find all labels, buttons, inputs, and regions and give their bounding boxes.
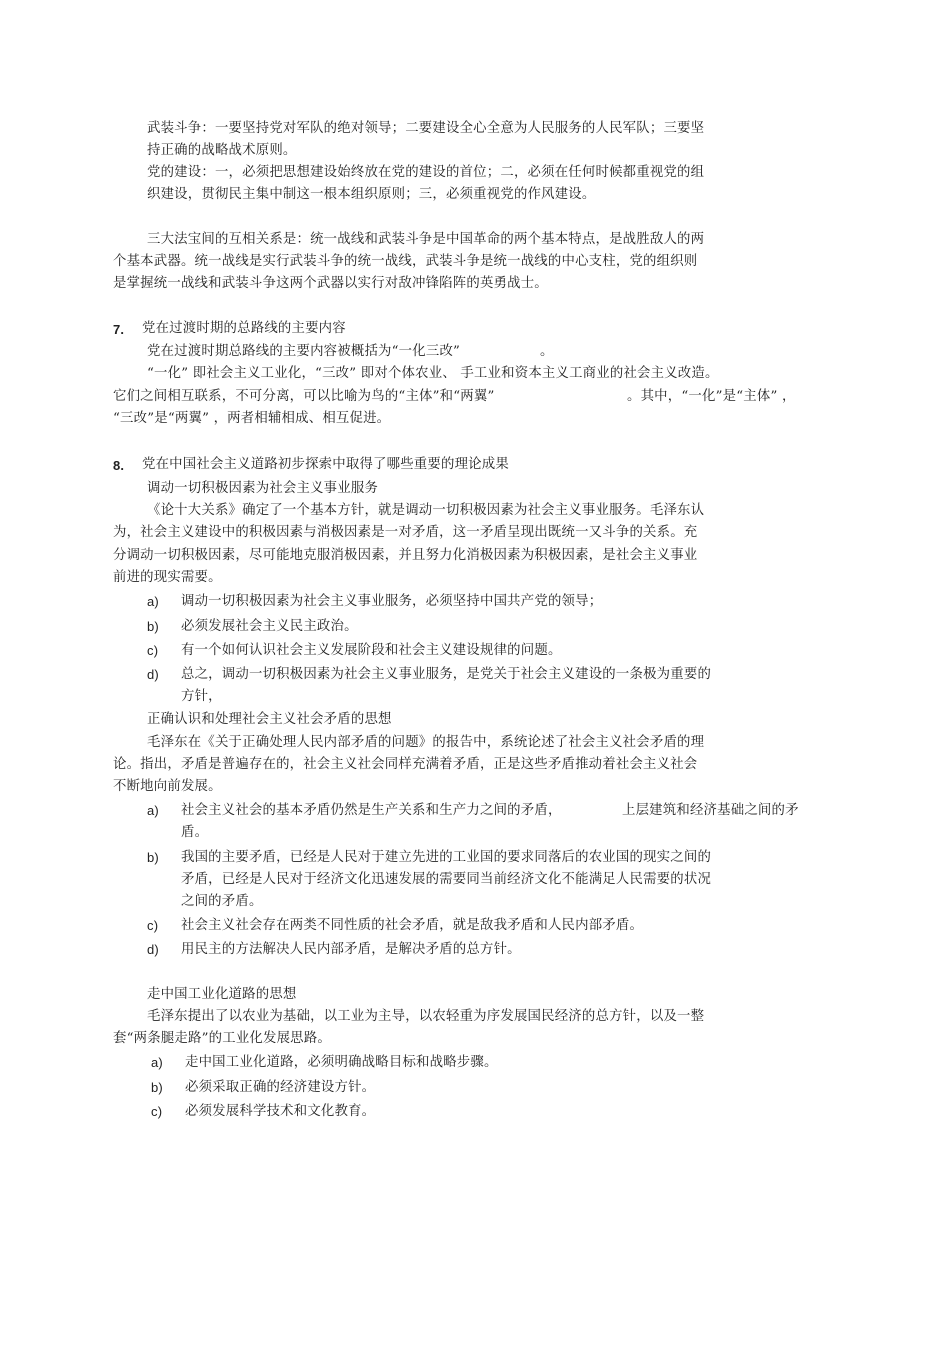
list-3-item-b: 必须采取正确的经济建设方针。 (185, 1080, 376, 1095)
paragraph-three-weapons-line-2: 个基本武器。统一战线是实行武装斗争的统一战线，武装斗争是统一战线的中心支柱，党的组织则 (113, 254, 698, 269)
list-3-item-c: 必须发展科学技术和文化教育。 (185, 1104, 376, 1119)
list-1-item-a: 调动一切积极因素为社会主义事业服务，必须坚持中国共产党的领导； (181, 594, 603, 609)
section-7-line-2: “一化” 即社会主义工业化，“三改” 即对个体农业、 手工业和资本主义工商业的社会主义改造。 (147, 366, 719, 381)
list-2-item-a-label: a) (147, 803, 159, 818)
list-2-item-d: 用民主的方法解决人民内部矛盾，是解决矛盾的总方针。 (181, 942, 521, 957)
section-7-line-3b: 。其中，“一化”是“主体” ， (627, 389, 796, 404)
paragraph-three-weapons-line-3: 是掌握统一战线和武装斗争这两个武器以实行对敌冲锋陷阵的英勇战士。 (113, 276, 548, 291)
list-3-item-c-label: c) (151, 1104, 163, 1119)
paragraph-party-building-line-1: 党的建设：一，必须把思想建设始终放在党的建设的首位；二，必须在任何时候都重视党的组 (147, 165, 705, 180)
list-2-item-b-line-3: 之间的矛盾。 (181, 894, 263, 909)
list-1-item-a-label: a) (147, 594, 159, 609)
section-7-line-1-period: 。 (540, 344, 554, 359)
section-8-p2-line-1: 毛泽东在《关于正确处理人民内部矛盾的问题》的报告中，系统论述了社会主义社会矛盾的理 (147, 735, 705, 750)
section-7-line-1: 党在过渡时期总路线的主要内容被概括为“一化三改” (147, 344, 461, 359)
section-8-p1-line-4: 前进的现实需要。 (113, 570, 222, 585)
section-7-line-3a: 它们之间相互联系，不可分离，可以比喻为鸟的“主体”和“两翼” (113, 389, 495, 404)
list-1-item-d-line-2: 方针， (181, 689, 222, 704)
list-3-item-a: 走中国工业化道路，必须明确战略目标和战略步骤。 (185, 1055, 498, 1070)
section-8-p3-line-1: 毛泽东提出了以农业为基础，以工业为主导，以农轻重为序发展国民经济的总方针，以及一整 (147, 1009, 705, 1024)
section-8-subheading-2: 正确认识和处理社会主义社会矛盾的思想 (147, 712, 392, 727)
section-7-number: 7. (113, 322, 125, 337)
section-8-p2-line-3: 不断地向前发展。 (113, 779, 222, 794)
list-2-item-a-line-2: 盾。 (181, 825, 209, 840)
paragraph-armed-struggle-line-2: 持正确的战略战术原则。 (147, 143, 297, 158)
paragraph-armed-struggle-line-1: 武装斗争：一要坚持党对军队的绝对领导；二要建设全心全意为人民服务的人民军队；三要坚 (147, 121, 705, 136)
list-2-item-a-line-1b: 上层建筑和经济基础之间的矛 (622, 803, 799, 818)
paragraph-party-building-line-2: 织建设，贯彻民主集中制这一根本组织原则；三，必须重视党的作风建设。 (147, 187, 596, 202)
section-8-p1-line-3: 分调动一切积极因素，尽可能地克服消极因素，并且努力化消极因素为积极因素，是社会主义事业 (113, 548, 698, 563)
section-8-number: 8. (113, 458, 125, 473)
section-8-p2-line-2: 论。指出，矛盾是普遍存在的，社会主义社会同样充满着矛盾，正是这些矛盾推动着社会主义社会 (113, 757, 698, 772)
list-3-item-a-label: a) (151, 1055, 163, 1070)
list-1-item-d-label: d) (147, 667, 159, 682)
list-1-item-c: 有一个如何认识社会主义发展阶段和社会主义建设规律的问题。 (181, 643, 562, 658)
list-1-item-b: 必须发展社会主义民主政治。 (181, 619, 358, 634)
paragraph-three-weapons-line-1: 三大法宝间的互相关系是：统一战线和武装斗争是中国革命的两个基本特点，是战胜敌人的两 (147, 232, 705, 247)
list-2-item-d-label: d) (147, 942, 159, 957)
list-3-item-b-label: b) (151, 1080, 163, 1095)
section-7-line-4: “三改”是“两翼” ，两者相辅相成、相互促进。 (113, 411, 391, 426)
list-2-item-b-line-1: 我国的主要矛盾，已经是人民对于建立先进的工业国的要求同落后的农业国的现实之间的 (181, 850, 712, 865)
section-8-p1-line-2: 为，社会主义建设中的积极因素与消极因素是一对矛盾，这一矛盾呈现出既统一又斗争的关系。充 (113, 525, 698, 540)
list-2-item-c-label: c) (147, 918, 159, 933)
section-8-p3-line-2: 套“两条腿走路”的工业化发展思路。 (113, 1031, 331, 1046)
section-7-title: 党在过渡时期的总路线的主要内容 (142, 321, 346, 336)
section-8-subheading-3: 走中国工业化道路的思想 (147, 987, 297, 1002)
list-2-item-b-line-2: 矛盾，已经是人民对于经济文化迅速发展的需要同当前经济文化不能满足人民需要的状况 (181, 872, 712, 887)
section-8-subheading-1: 调动一切积极因素为社会主义事业服务 (147, 481, 379, 496)
list-2-item-c: 社会主义社会存在两类不同性质的社会矛盾，就是敌我矛盾和人民内部矛盾。 (181, 918, 644, 933)
section-8-title: 党在中国社会主义道路初步探索中取得了哪些重要的理论成果 (142, 457, 509, 472)
section-8-p1-line-1: 《论十大关系》确定了一个基本方针，就是调动一切积极因素为社会主义事业服务。毛泽东认 (147, 503, 705, 518)
list-1-item-c-label: c) (147, 643, 159, 658)
list-2-item-a-line-1: 社会主义社会的基本矛盾仍然是生产关系和生产力之间的矛盾， (181, 803, 562, 818)
list-1-item-d-line-1: 总之，调动一切积极因素为社会主义事业服务，是党关于社会主义建设的一条极为重要的 (181, 667, 712, 682)
list-2-item-b-label: b) (147, 850, 159, 865)
list-1-item-b-label: b) (147, 619, 159, 634)
